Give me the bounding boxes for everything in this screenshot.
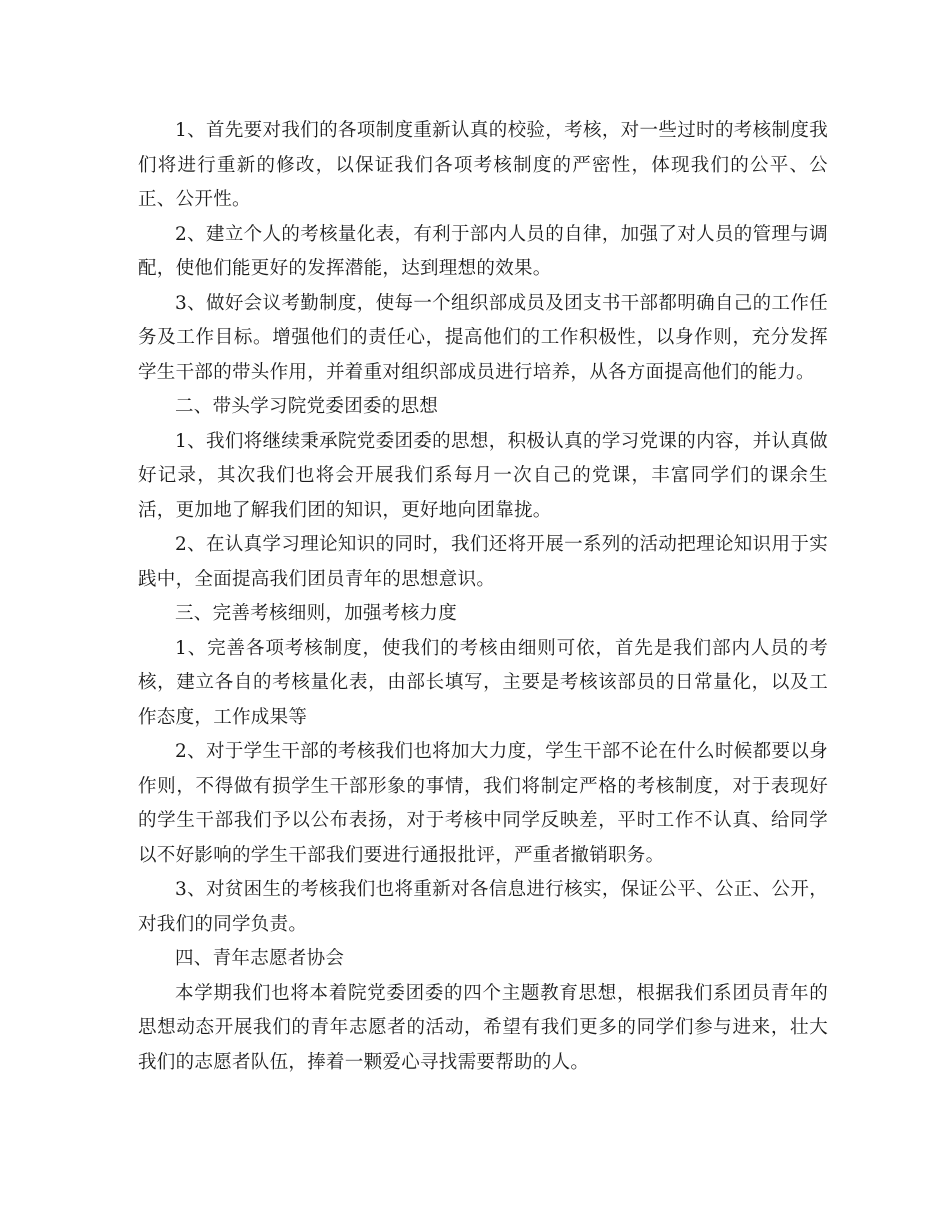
paragraph-1: 1、首先要对我们的各项制度重新认真的校验，考核，对一些过时的考核制度我们将进行重新的修改，以保证我们各项考核制度的严密性，体现我们的公平、公正、公开性。 xyxy=(138,120,828,210)
document-body xyxy=(138,114,828,1080)
paragraph-5: 2、在认真学习理论知识的同时，我们还将开展一系列的活动把理论知识用于实践中，全面提高我们团员青年的思想意识。 xyxy=(138,534,828,590)
paragraph-8: 3、对贫困生的考核我们也将重新对各信息进行核实，保证公平、公正、公开，对我们的同学负责。 xyxy=(138,879,828,935)
section-heading-4: 四、青年志愿者协会 xyxy=(175,948,345,969)
paragraph-3: 3、做好会议考勤制度，使每一个组织部成员及团支书干部都明确自己的工作任务及工作目标。增强他们的责任心，提高他们的工作积极性，以身作则，充分发挥学生干部的带头作用，并着重对组织部成员进行培养，从各方面提高他们的能力。 xyxy=(138,292,828,383)
paragraph-2: 2、建立个人的考核量化表，有利于部内人员的自律，加强了对人员的管理与调配，使他们能更好的发挥潜能，达到理想的效果。 xyxy=(138,223,828,279)
section-heading-3: 三、完善考核细则，加强考核力度 xyxy=(175,603,458,624)
paragraph-6: 1、完善各项考核制度，使我们的考核由细则可依，首先是我们部内人员的考核，建立各自的考核量化表，由部长填写，主要是考核该部员的日常量化，以及工作态度，工作成果等 xyxy=(138,637,828,728)
paragraph-4: 1、我们将继续秉承院党委团委的思想，积极认真的学习党课的内容，并认真做好记录，其次我们也将会开展我们系每月一次自己的党课，丰富同学们的课余生活，更加地了解我们团的知识，更好地向团靠拢。 xyxy=(138,430,828,521)
paragraph-7: 2、对于学生干部的考核我们也将加大力度，学生干部不论在什么时候都要以身作则，不得做有损学生干部形象的事情，我们将制定严格的考核制度，对于表现好的学生干部我们予以公布表扬，对于考核中同学反映差，平时工作不认真、给同学以不好影响的学生干部我们要进行通报批评，严重者撤销职务。 xyxy=(138,741,828,866)
section-heading-2: 二、带头学习院党委团委的思想 xyxy=(175,396,439,417)
paragraph-9: 本学期我们也将本着院党委团委的四个主题教育思想，根据我们系团员青年的思想动态开展我们的青年志愿者的活动，希望有我们更多的同学们参与进来，壮大我们的志愿者队伍，捧着一颗爱心寻找需要帮助的人。 xyxy=(138,982,828,1073)
